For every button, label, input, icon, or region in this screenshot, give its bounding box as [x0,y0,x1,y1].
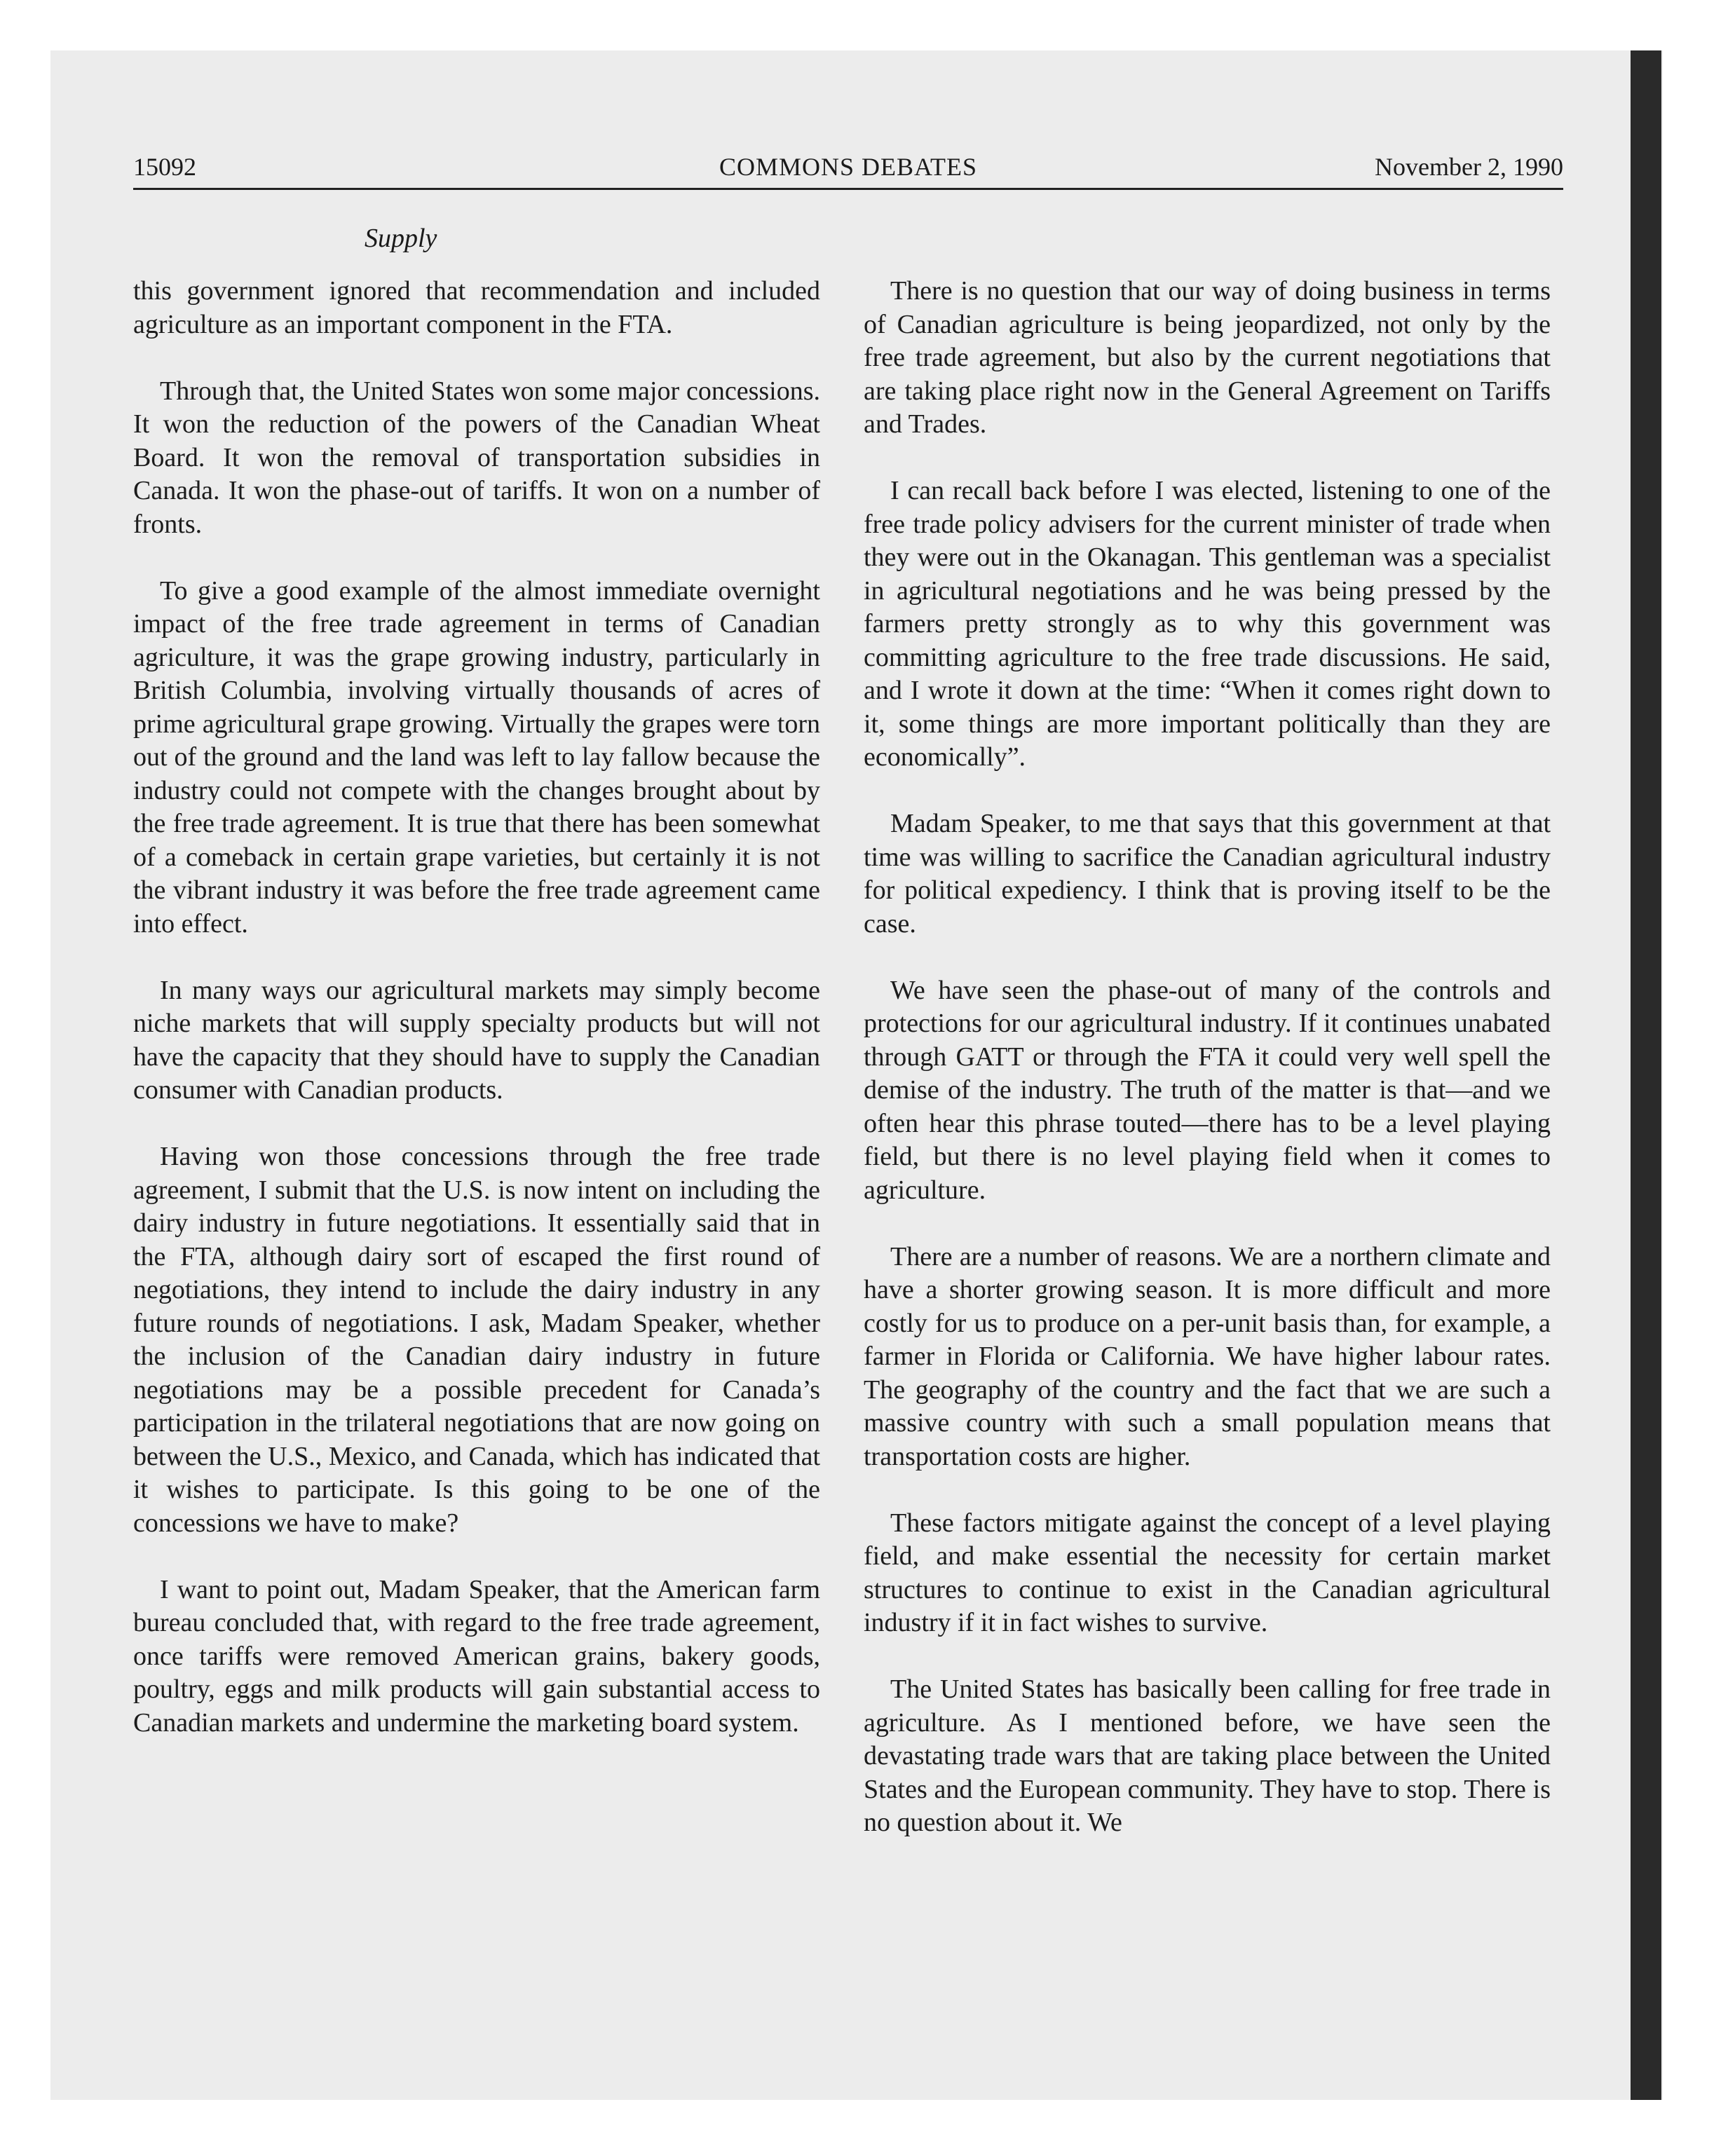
section-title: Supply [365,224,437,253]
paragraph: These factors mitigate against the concept of a level playing field, and make essential the necessity for certain market structures to continue to exist in the Canadian agricultural industry if it in fact wishes to survive. [864,1508,1551,1637]
paragraph: We have seen the phase-out of many of the controls and protections for our agricultural industry. If it continues unabated through GATT or through the FTA it could very well spell the demise of the industry. The truth of the matter is that—and we often hear this phrase touted—there has to be a level playing field, but there is no level playing field when it comes to agriculture. [864,975,1551,1205]
publication-date: November 2, 1990 [1375,153,1563,181]
paragraph: There is no question that our way of doing business in terms of Canadian agriculture is being jeopardized, not only by the free trade agreement, but also by the current negotiations that are taking place right now in the General Agreement on Tariffs and Trades. [864,276,1551,439]
paragraph: this government ignored that recommendation and included agriculture as an important component in the FTA. [133,276,820,339]
left-column [133,275,820,1773]
paragraph: Through that, the United States won some major concessions. It won the reduction of the powers of the Canadian Wheat Board. It won the removal of transportation subsidies in Canada. It won the phase-out of tariffs. It won on a number of fronts. [133,376,820,539]
header-rule [133,188,1563,190]
paragraph: In many ways our agricultural markets may simply become niche markets that will supply specialty products but will not have the capacity that they should have to supply the Canadian consumer with Canadian products. [133,975,820,1105]
paragraph: There are a number of reasons. We are a northern climate and have a shorter growing season. It is more difficult and more costly for us to produce on a per-unit basis than, for example, a farmer in Florida or California. We have higher labour rates. The geography of the country and the fact that we are such a massive country with such a small population means that transportation costs are higher. [864,1241,1551,1471]
publication-title: COMMONS DEBATES [719,153,978,181]
binding-edge [1631,50,1661,2100]
page-header [133,147,1563,186]
right-column [864,275,1551,1873]
paragraph: To give a good example of the almost immediate overnight impact of the free trade agreement in terms of Canadian agriculture, it was the grape growing industry, particularly in British Columbia, involving virtually thousands of acres of prime agricultural grape growing. Virtually the grapes were torn out of the ground and the land was left to lay fallow because the industry could not compete with the changes brought about by the free trade agreement. It is true that there has been somewhat of a comeback in certain grape varieties, but certainly it is not the vibrant industry it was before the free trade agreement came into effect. [133,575,820,939]
paragraph: I can recall back before I was elected, listening to one of the free trade policy advisers for the current minister of trade when they were out in the Okanagan. This gentleman was a specialist in agricultural negotiations and he was being pressed by the farmers pretty strongly as to why this government was committing agriculture to the free trade discussions. He said, and I wrote it down at the time: “When it comes right down to it, some things are more important politically than they are economically”. [864,476,1551,772]
page-number: 15092 [133,153,196,181]
paragraph: Madam Speaker, to me that says that this government at that time was willing to sacrifice the Canadian agricultural industry for political expediency. I think that is proving itself to be the case. [864,809,1551,939]
paragraph: Having won those concessions through the free trade agreement, I submit that the U.S. is now intent on including the dairy industry in future negotiations. It essentially said that in the FTA, although dairy sort of escaped the first round of negotiations, they intend to include the dairy industry in any future rounds of negotiations. I ask, Madam Speaker, whether the inclusion of the Canadian dairy industry in future negotiations may be a possible precedent for Canada’s participation in the trilateral negotiations that are now going on between the U.S., Mexico, and Canada, which has indicated that it wishes to participate. Is this going to be one of the concessions we have to make? [133,1142,820,1538]
paragraph: I want to point out, Madam Speaker, that the American farm bureau concluded that, with regard to the free trade agreement, once tariffs were removed American grains, bakery goods, poultry, eggs and milk products will gain substantial access to Canadian markets and undermine the marketing board system. [133,1574,820,1738]
paragraph: The United States has basically been calling for free trade in agriculture. As I mentioned before, we have seen the devastating trade wars that are taking place between the United States and the European community. They have to stop. There is no question about it. We [864,1674,1551,1837]
